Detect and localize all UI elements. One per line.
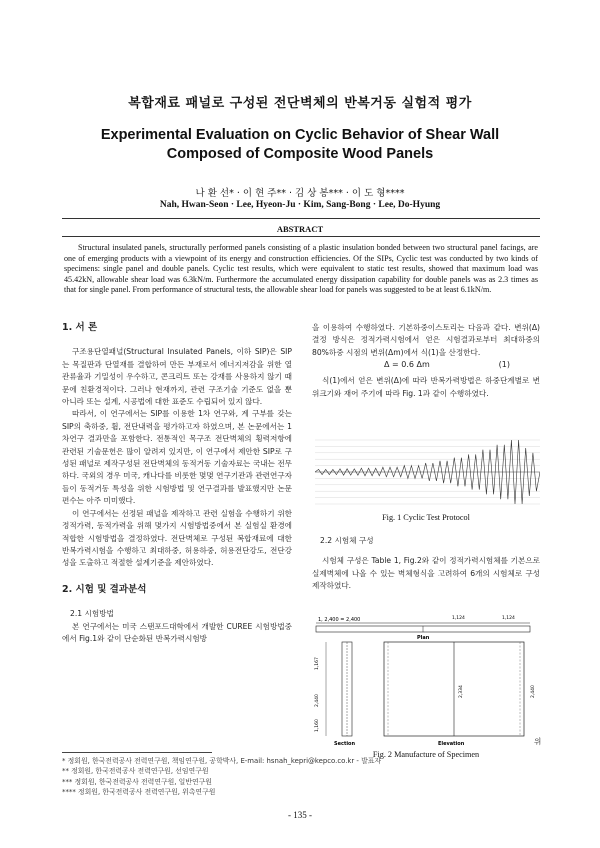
- abstract-text: Structural insulated panels, structurally performed panels consisting of a plastic insulation bonded between two structural panel facings, are one of emerging products with a viewpoint of its energy and construction efficiencies. Of the SIPs, Cyclic test was conducted by two kinds of specimens: single panel and double panels. Cyclic test results, which were equivalent to static test results, showed that maximum load was 45.42kN, allowable shear load was 6.3kN/m. Furthermore the accumulated energy dissipation capability for double panels was as 2.3 times as that for single panel. From performance of structural tests, the allowable shear load for panels was suggested to be at least 6.1kN/m.: [64, 243, 538, 295]
- fig2-specimen-drawing: [312, 612, 542, 750]
- footnote-2: ** 정회원, 한국전력공사 전력연구원, 선임연구원: [62, 767, 209, 776]
- abstract-heading-rule: [62, 236, 540, 237]
- sec22-paragraph-1: 시험체 구성은 Table 1, Fig.2와 같이 정적가력시험체를 기본으로 실제벽체에 나올 수 있는 벽체형식을 고려하여 6개의 시험체로 구성 제작하였다.: [312, 556, 540, 591]
- section-2-heading: 2. 시험 및 결과분석: [62, 583, 147, 595]
- sec21-paragraph-1: 본 연구에서는 미국 스탠포드대학에서 개발한 CUREE 시험방법중에서 Fig.1와 같이 단순화된 반복가력시험방: [62, 621, 292, 643]
- section-2-2-heading: 2.2 시험체 구성: [320, 536, 374, 545]
- authors-korean: 나 환 선* · 이 현 주** · 김 상 봉*** · 이 도 형****: [195, 188, 405, 199]
- footnote-1: * 정회원, 한국전력공사 전력연구원, 책임연구원, 공학박사, E-mail: hsnah_kepri@kepco.co.kr - 발표자: [62, 757, 382, 765]
- equation-1: [312, 359, 540, 375]
- fig1-caption: Fig. 1 Cyclic Test Protocol: [382, 513, 470, 522]
- page-number: - 135 -: [288, 810, 312, 820]
- sec1-paragraph-2: 따라서, 이 연구에서는 SIP를 이용한 1차 연구와, 계 구부를 갖는 SIP의 축하중, 휨, 전단내력을 평가하고자 하였으며, 본 논문에서는 1차연구 결과만을 포함한다. 전통적인 목구조 전단벽체의 횡력저항에 관련된 기술문헌은 많이 알려져 있지만, 이 연구에서 제안한 SIP로 구성된 패널로 제작구성된 전단벽체의 동적거동 기술자료는 국내는 전무하다. 국외의 경우 미국, 캐나다를 비롯한 몇몇 연구기관과 관련연구자들이 동적거동 특성을 위한 시험방법 및 연구결과를 발표했지만 논문편수는 아주 미미했다.: [62, 409, 292, 506]
- fig2-section-label: Section: [334, 741, 356, 747]
- footnote-rule: [62, 752, 212, 753]
- fig2-mid1: 2,334: [459, 685, 464, 698]
- fig2-left2: 2,440: [315, 694, 320, 707]
- fig2-dim-1124: 1,124: [452, 616, 465, 621]
- fig2-left1: 1,167: [315, 657, 320, 670]
- right-column: [312, 322, 540, 400]
- fig2-top-dim: 1, 2,400 = 2,400: [318, 617, 361, 623]
- fig2-mid2: 2,440: [531, 685, 536, 698]
- paper-title-korean: 복합재료 패널로 구성된 전단벽체의 반복거동 실험적 평가: [128, 96, 472, 111]
- equation-number: (1): [498, 360, 510, 370]
- section-1-heading: 1. 서 론: [62, 322, 98, 333]
- abstract-top-rule: [62, 218, 540, 219]
- fig2-dim-1124b: 1,124: [502, 616, 515, 621]
- footnote-4: **** 정회원, 한국전력공사 전력연구원, 위촉연구원: [62, 788, 216, 797]
- footnote-3: *** 정회원, 한국전력공사 전력연구원, 일반연구원: [62, 777, 212, 786]
- fig1-cyclic-protocol-chart: [315, 436, 540, 508]
- right-paragraph-2: 식(1)에서 얻은 변위(Δ)에 따라 반복가력방법은 하중단계별로 변위크기와 재어 주기에 따라 Fig. 1과 같이 수행하였다.: [312, 376, 540, 398]
- fig2-elevation-label: Elevation: [438, 741, 465, 747]
- title-en-line2: Composed of Composite Wood Panels: [166, 146, 434, 162]
- authors-english: Nah, Hwan-Seon · Lee, Hyeon-Ju · Kim, Sang-Bong · Lee, Do-Hyung: [159, 200, 441, 210]
- fig2-left3: 1,160: [315, 719, 320, 732]
- section-2-1-heading: 2.1 시험방법: [70, 609, 114, 619]
- fig2-plan-label: Plan: [417, 635, 430, 641]
- title-en-line1: Experimental Evaluation on Cyclic Behavior of Shear Wall: [100, 127, 500, 143]
- right-column-lower: [312, 535, 540, 593]
- equation-text: Δ = 0.6 Δm: [384, 360, 430, 370]
- paper-title-english: [0, 126, 600, 164]
- series-line: [315, 440, 540, 504]
- right-paragraph-1: 을 이용하여 수행하였다. 기본하중이스토리는 다음과 같다. 변위(Δ) 결정 방식은 정적가력시험에서 얻은 시험결과로부터 최대하중의 80%하중 시점의 변위(Δm)에서 식(1)을 산정한다.: [312, 323, 540, 357]
- sec1-paragraph-1: 구조용단열패널(Structural Insulated Panels, 이하 SIP)은 SIP는 목질판과 단열재를 결합하여 만든 부재로서 에너지저감을 위한 열관류율과 기밀성이 우수하고, 콘크리트 또는 강재를 사용하지 않기 때문에 친환경적이다. 그러나 현재까지, 관련 구조기술 기준도 없을 뿐 아니라 또는 설계, 시공법에 대한 표준도 수립되어 있지 않다.: [62, 347, 292, 407]
- abstract-heading: ABSTRACT: [276, 224, 324, 234]
- fig2-side-char: 위: [534, 737, 542, 746]
- fig2-caption: Fig. 2 Manufacture of Specimen: [372, 750, 480, 759]
- footnotes: [62, 756, 542, 798]
- sec1-paragraph-3: 이 연구에서는 선정된 패널을 제작하고 관련 실험을 수행하기 위한 정적가력, 동적가력을 위해 몇가지 시험방법중에서 본 실험실 환경에 적합한 시험방법을 결정하였다. 전단벽체로 구성된 복합재료에 대한 반복가력시험을 수행하고 최대하중, 허용하중, 허용전단강도, 전단강성을 도출하고 적절한 설계기준을 제안하였다.: [62, 508, 292, 568]
- left-column: [62, 322, 292, 645]
